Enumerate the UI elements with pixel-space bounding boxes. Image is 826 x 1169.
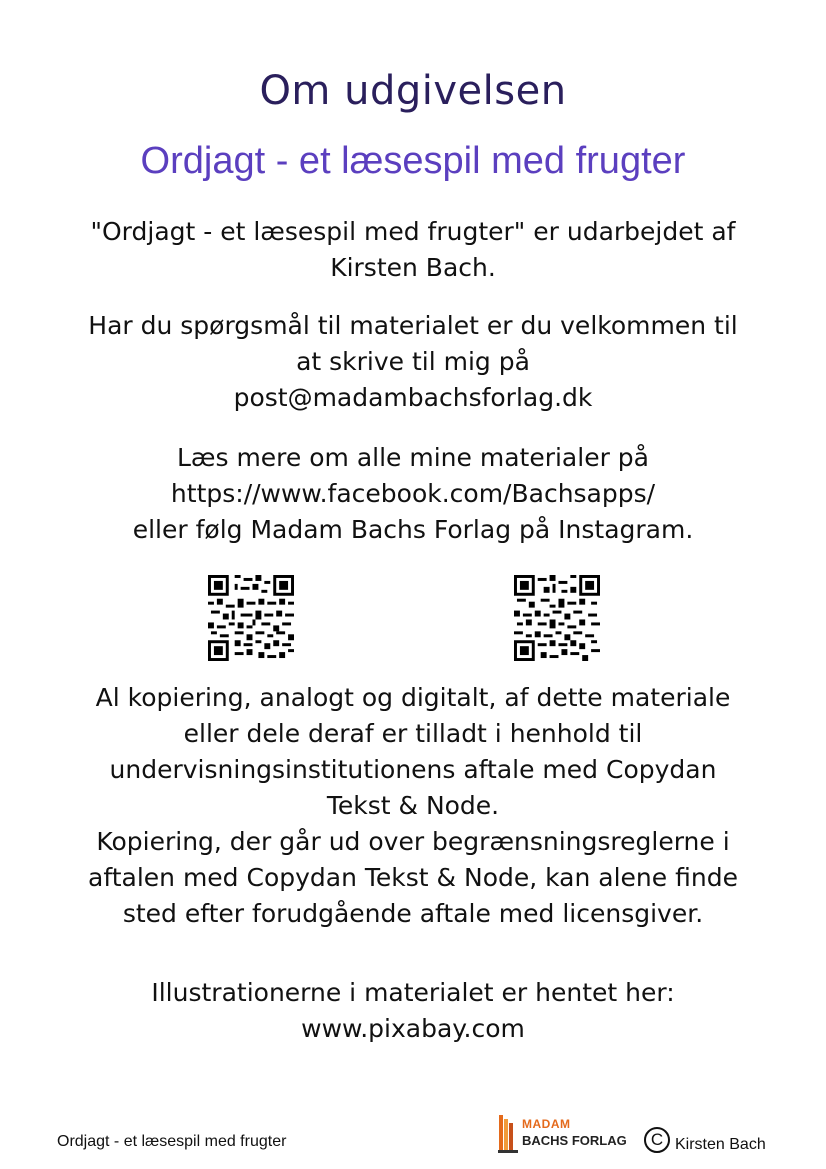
qr-code-icon[interactable] <box>208 575 294 661</box>
pixabay-link[interactable]: www.pixabay.com <box>301 1014 525 1043</box>
publisher-logo <box>498 1113 640 1153</box>
author-line: "Ordjagt - et læsespil med frugter" er udarbejdet af <box>90 217 736 246</box>
qr-code-icon[interactable] <box>514 575 600 661</box>
contact-paragraph <box>30 308 796 416</box>
books-icon <box>498 1113 520 1153</box>
contact-line: Har du spørgsmål til materialet er du velkommen til <box>88 311 738 340</box>
copyright-line: aftalen med Copydan Tekst & Node, kan alene finde <box>88 863 738 892</box>
illustrations-paragraph <box>30 975 796 1047</box>
copyright-icon: C <box>644 1127 670 1153</box>
author-line: Kirsten Bach. <box>330 253 496 282</box>
facebook-link[interactable]: https://www.facebook.com/Bachsapps/ <box>170 479 656 508</box>
copyright-line: undervisningsinstitutionens aftale med Copydan <box>109 755 717 784</box>
logo-forlag-text: BACHS FORLAG <box>522 1133 627 1148</box>
copyright-paragraph <box>30 680 796 932</box>
contact-line: at skrive til mig på <box>296 347 530 376</box>
copyright-holder: Kirsten Bach <box>675 1136 766 1153</box>
copyright-line: sted efter forudgående aftale med licensgiver. <box>122 899 704 928</box>
contact-email[interactable]: post@madambachsforlag.dk <box>233 383 593 412</box>
author-paragraph <box>30 214 796 286</box>
page-subtitle: Ordjagt - et læsespil med frugter <box>140 140 686 182</box>
logo-madam-text: MADAM <box>522 1117 571 1131</box>
illustrations-line: Illustrationerne i materialet er hentet her: <box>151 978 675 1007</box>
more-info-line: Læs mere om alle mine materialer på <box>177 443 649 472</box>
more-info-paragraph <box>30 440 796 548</box>
copyright-line: eller dele deraf er tilladt i henhold til <box>183 719 643 748</box>
page-title: Om udgivelsen <box>259 68 567 114</box>
copyright-line: Tekst & Node. <box>326 791 500 820</box>
footer-title: Ordjagt - et læsespil med frugter <box>57 1133 287 1150</box>
more-info-line: eller følg Madam Bachs Forlag på Instagram. <box>132 515 694 544</box>
copyright-line: Al kopiering, analogt og digitalt, af dette materiale <box>95 683 731 712</box>
copyright-line: Kopiering, der går ud over begrænsningsreglerne i <box>96 827 730 856</box>
